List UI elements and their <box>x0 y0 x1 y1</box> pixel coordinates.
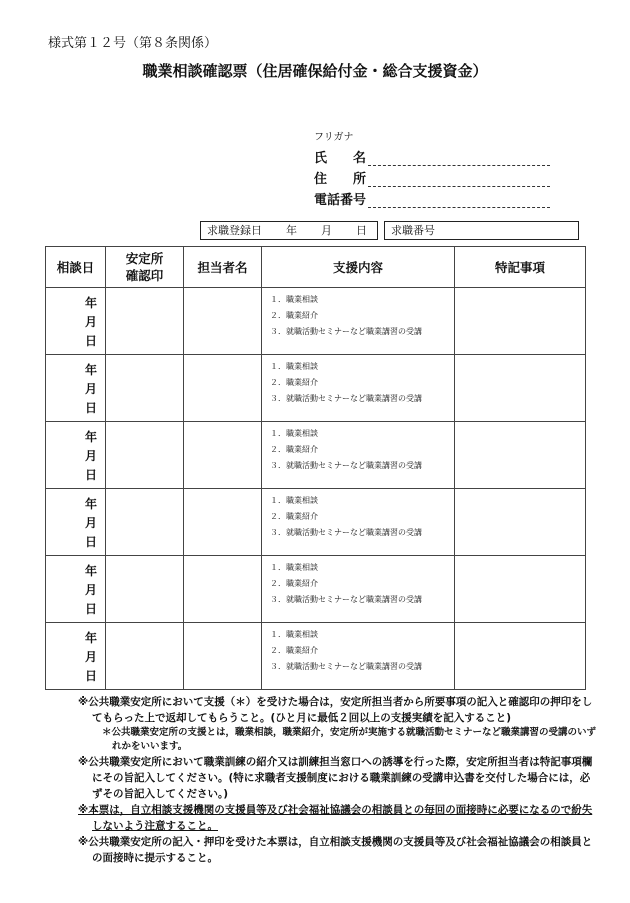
support-option: ３．就職活動セミナーなど職業講習の受講 <box>270 394 422 403</box>
staff-name-cell[interactable] <box>184 489 262 556</box>
support-cell[interactable] <box>262 422 455 489</box>
support-cell[interactable] <box>262 623 455 690</box>
note-item: ※公共職業安定所の記入・押印を受けた本票は，自立相談支援機関の支援員等及び社会福祉協議会の相談員との面接時に提示すること。 <box>78 836 593 864</box>
header-consult-date: 相談日 <box>46 247 106 288</box>
support-cell[interactable] <box>262 556 455 623</box>
name-line <box>368 150 550 166</box>
furigana-label: フリガナ <box>314 132 354 143</box>
support-option: ２．職業紹介 <box>270 445 318 454</box>
support-option: １．職業相談 <box>270 630 318 639</box>
office-stamp-cell[interactable] <box>106 355 184 422</box>
support-option: ２．職業紹介 <box>270 512 318 521</box>
note-subitem: ＊公共職業安定所の支援とは，職業相談，職業紹介，安定所が実施する就職活動セミナーなど職業講習の受講のいずれかをいいます。 <box>102 727 597 752</box>
consult-date-cell[interactable]: 年 月 日 <box>46 355 106 422</box>
office-stamp-cell[interactable] <box>106 422 184 489</box>
remarks-cell[interactable] <box>455 422 586 489</box>
support-option: ３．就職活動セミナーなど職業講習の受講 <box>270 327 422 336</box>
support-cell[interactable] <box>262 355 455 422</box>
table-row <box>46 489 586 556</box>
support-option: ２．職業紹介 <box>270 311 318 320</box>
support-option: ２．職業紹介 <box>270 579 318 588</box>
address-field[interactable] <box>314 166 550 187</box>
consult-date-cell[interactable]: 年 月 日 <box>46 288 106 355</box>
header-support: 支援内容 <box>262 247 455 288</box>
remarks-cell[interactable] <box>455 623 586 690</box>
phone-line <box>368 192 550 208</box>
table-row <box>46 623 586 690</box>
note-item: ※公共職業安定所において支援（＊）を受けた場合は，安定所担当者から所要事項の記入と確認印の押印をしてもらった上で返却してもらうこと。(ひと月に最低２回以上の支援実績を記入すること) <box>78 696 593 724</box>
note-item-underlined: ※本票は，自立相談支援機関の支援員等及び社会福祉協議会の相談員との毎回の面接時に必要になるので紛失しないよう注意すること。 <box>78 804 593 832</box>
remarks-cell[interactable] <box>455 489 586 556</box>
office-stamp-cell[interactable] <box>106 489 184 556</box>
phone-label: 電話番号 <box>314 193 367 208</box>
support-option: ２．職業紹介 <box>270 378 318 387</box>
staff-name-cell[interactable] <box>184 422 262 489</box>
consult-date-cell[interactable]: 年 月 日 <box>46 422 106 489</box>
consult-date-cell[interactable]: 年 月 日 <box>46 623 106 690</box>
table-row <box>46 556 586 623</box>
support-option: １．職業相談 <box>270 362 318 371</box>
table-row <box>46 422 586 489</box>
support-option: １．職業相談 <box>270 295 318 304</box>
office-stamp-cell[interactable] <box>106 288 184 355</box>
support-option: １．職業相談 <box>270 429 318 438</box>
support-option: ３．就職活動セミナーなど職業講習の受講 <box>270 662 422 671</box>
support-option: ３．就職活動セミナーなど職業講習の受講 <box>270 595 422 604</box>
notes <box>78 694 598 866</box>
name-label: 氏 名 <box>314 151 366 166</box>
header-staff-name: 担当者名 <box>184 247 262 288</box>
consult-date-cell[interactable]: 年 月 日 <box>46 556 106 623</box>
support-cell[interactable] <box>262 288 455 355</box>
applicant-block <box>314 128 550 208</box>
table-body <box>46 288 586 690</box>
address-line <box>368 171 550 187</box>
header-office-stamp: 安定所 確認印 <box>106 247 184 288</box>
note-item: ※公共職業安定所において職業訓練の紹介又は訓練担当窓口への誘導を行った際，安定所担当者は特記事項欄にその旨記入してください。(特に求職者支援制度における職業訓練の受講申込書を交付した場合には，必ずその旨記入してください。) <box>78 756 593 800</box>
form-number: 様式第１２号（第８条関係） <box>48 36 218 51</box>
address-label: 住 所 <box>314 172 366 187</box>
registration-number-box[interactable]: 求職番号 <box>384 221 579 240</box>
support-option: ３．就職活動セミナーなど職業講習の受講 <box>270 461 422 470</box>
table-row <box>46 355 586 422</box>
header-remarks: 特記事項 <box>455 247 586 288</box>
phone-field[interactable] <box>314 187 550 208</box>
page-title: 職業相談確認票（住居確保給付金・総合支援資金） <box>142 62 488 80</box>
consult-date-cell[interactable]: 年 月 日 <box>46 489 106 556</box>
support-option: ３．就職活動セミナーなど職業講習の受講 <box>270 528 422 537</box>
office-stamp-cell[interactable] <box>106 623 184 690</box>
registration-date-box[interactable]: 求職登録日 年 月 日 <box>200 221 378 240</box>
support-option: １．職業相談 <box>270 563 318 572</box>
table-header <box>46 247 586 288</box>
staff-name-cell[interactable] <box>184 556 262 623</box>
remarks-cell[interactable] <box>455 355 586 422</box>
remarks-cell[interactable] <box>455 288 586 355</box>
support-cell[interactable] <box>262 489 455 556</box>
remarks-cell[interactable] <box>455 556 586 623</box>
staff-name-cell[interactable] <box>184 623 262 690</box>
support-option: １．職業相談 <box>270 496 318 505</box>
name-field[interactable] <box>314 145 550 166</box>
office-stamp-cell[interactable] <box>106 556 184 623</box>
consultation-table <box>45 246 586 690</box>
table-row <box>46 288 586 355</box>
support-option: ２．職業紹介 <box>270 646 318 655</box>
staff-name-cell[interactable] <box>184 288 262 355</box>
staff-name-cell[interactable] <box>184 355 262 422</box>
